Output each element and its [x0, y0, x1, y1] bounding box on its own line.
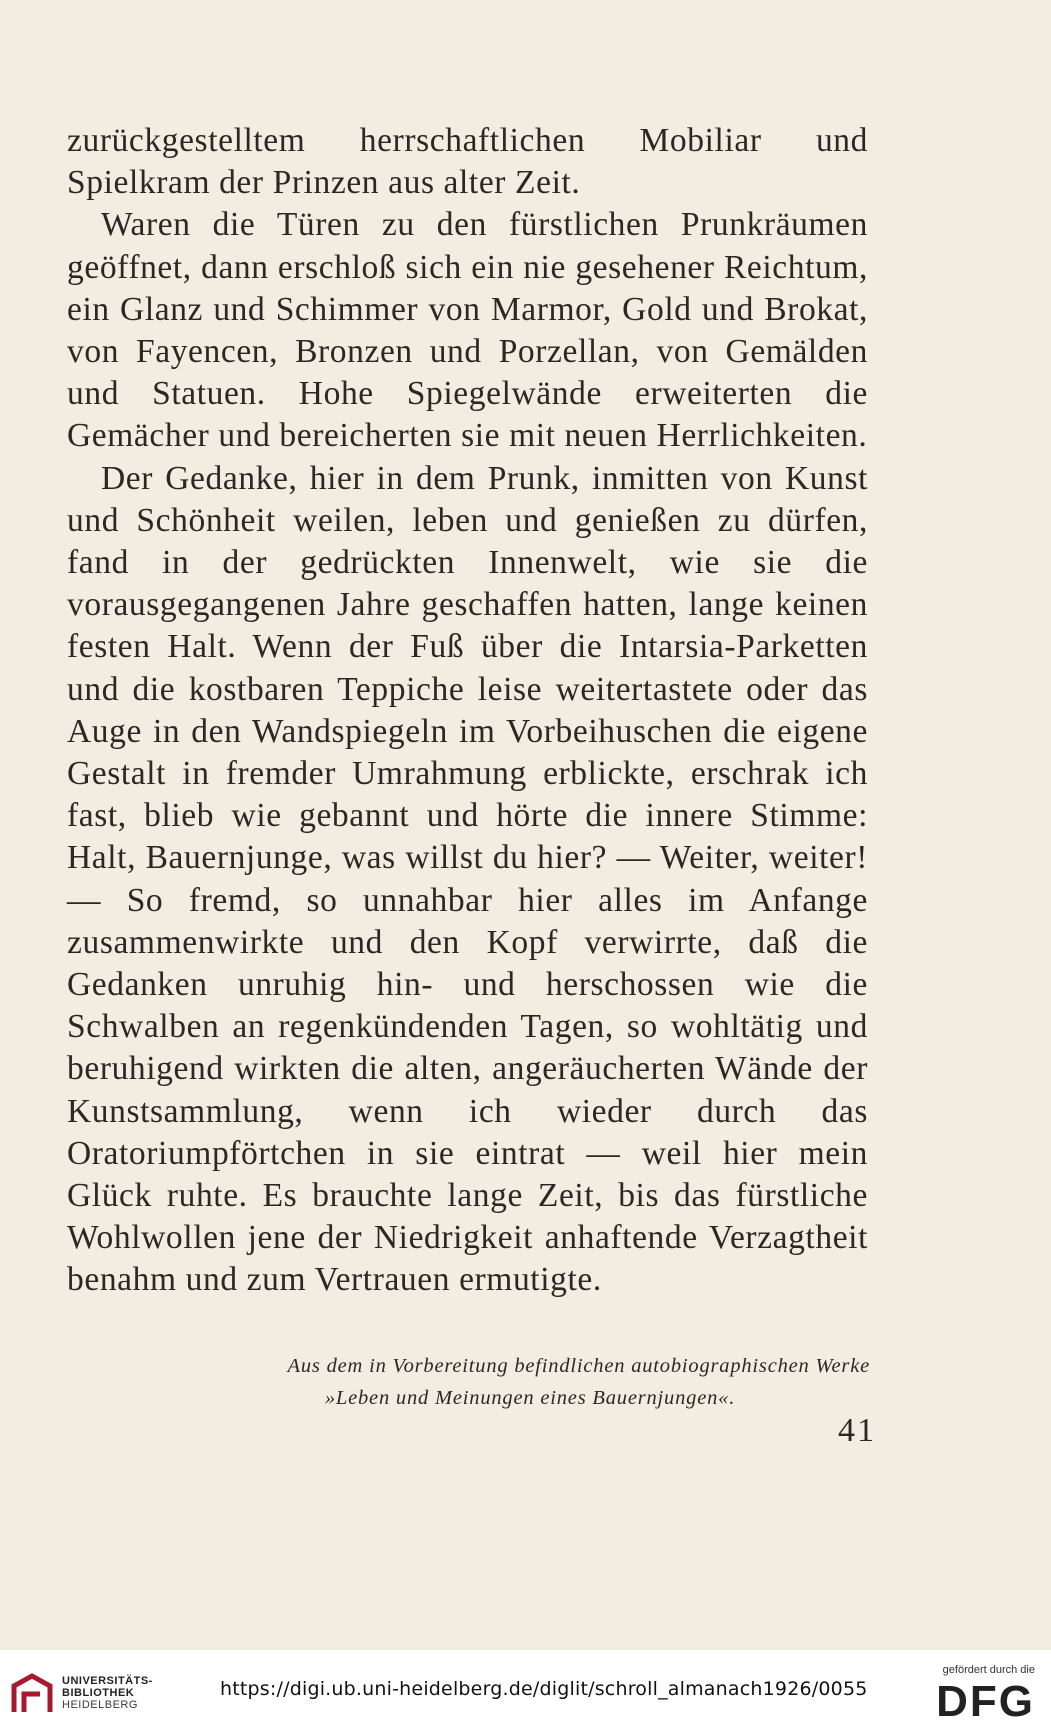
- library-name-line: UNIVERSITÄTS-: [62, 1675, 153, 1687]
- page-number: 41: [838, 1412, 876, 1449]
- funding-caption: gefördert durch die: [942, 1664, 1035, 1676]
- permalink[interactable]: https://digi.ub.uni-heidelberg.de/diglit/schroll_almanach1926/0055: [220, 1678, 868, 1700]
- paragraph: Der Gedanke, hier in dem Prunk, inmitten von Kunst und Schönheit weilen, leben und genießen zu dürfen, fand in der gedrückten Innenwelt, wie sie die vorausgegangenen Jahre geschaffen hatten, lange keinen festen Halt. Wenn der Fuß über die Intarsia-Parketten und die kostbaren Teppiche leise weitertastete oder das Auge in den Wandspiegeln im Vorbeihuschen die eigene Gestalt in fremder Umrahmung erblickte, erschrak ich fast, blieb wie gebannt und hörte die innere Stimme: Halt, Bauernjunge, was willst du hier? — Weiter, weiter! — So fremd, so unnahbar hier alles im Anfange zusammenwirkte und den Kopf verwirrte, daß die Gedanken unruhig hin- und herschossen wie die Schwalben an regenkündenden Tagen, so wohltätig und beruhigend wirkten die alten, angeräucherten Wände der Kunstsammlung, wenn ich wieder durch das Oratoriumpförtchen in sie eintrat — weil hier mein Glück ruhte. Es brauchte lange Zeit, bis das fürstliche Wohlwollen jene der Niedrigkeit anhaftende Verzagtheit benahm und zum Vertrauen ermutigte.: [67, 459, 868, 1299]
- dfg-logo: DFG: [936, 1677, 1035, 1726]
- source-note-line: Aus dem in Vorbereitung befindlichen autobiographischen Werke: [287, 1355, 870, 1377]
- library-name-line: HEIDELBERG: [62, 1699, 138, 1711]
- body-text: [67, 120, 868, 1302]
- library-logo-icon: [10, 1672, 54, 1716]
- source-note-line: »Leben und Meinungen eines Bauernjungen«.: [324, 1387, 736, 1409]
- paragraph: Waren die Türen zu den fürstlichen Prunkräumen geöffnet, dann erschloß sich ein nie gesehener Reichtum, ein Glanz und Schimmer von Marmor, Gold und Brokat, von Fayencen, Bronzen und Porzellan, von Gemälden und Statuen. Hohe Spiegelwände erweiterten die Gemächer und bereicherten sie mit neuen Herrlichkeiten.: [67, 206, 868, 455]
- library-name: [62, 1675, 153, 1711]
- paragraph: zurückgestelltem herrschaftlichen Mobiliar und Spielkram der Prinzen aus alter Zeit.: [67, 122, 868, 202]
- digitization-footer: [0, 1650, 1051, 1733]
- source-note: [190, 1350, 870, 1414]
- library-name-line: BIBLIOTHEK: [62, 1687, 135, 1699]
